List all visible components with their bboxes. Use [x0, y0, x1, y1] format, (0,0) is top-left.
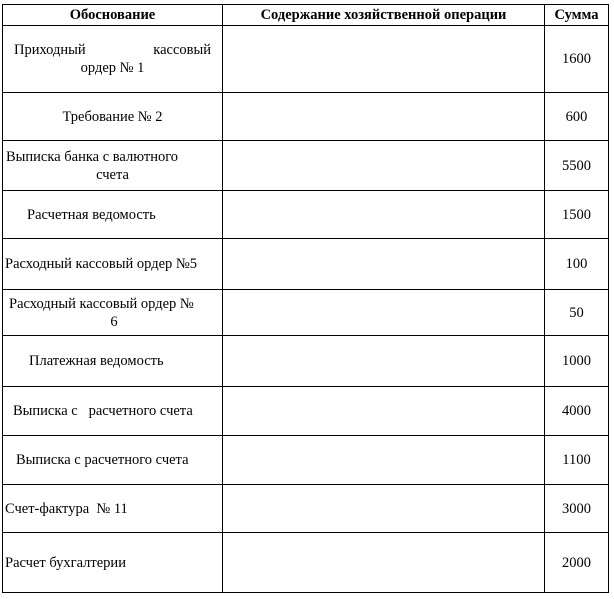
table-row [3, 387, 609, 436]
table-row [3, 26, 609, 93]
amount-cell: 100 [545, 239, 609, 290]
basis-cell: Требование № 2 [3, 93, 223, 141]
table-row [3, 141, 609, 191]
basis-text-part: Расходный кассовый ордер № [9, 295, 194, 312]
content-cell [223, 141, 545, 191]
content-cell [223, 336, 545, 387]
basis-cell [3, 26, 223, 93]
amount-cell: 600 [545, 93, 609, 141]
basis-cell [3, 141, 223, 191]
table-row [3, 533, 609, 593]
amount-cell: 1500 [545, 191, 609, 239]
table-row [3, 93, 609, 141]
amount-cell: 1100 [545, 436, 609, 485]
content-cell [223, 533, 545, 593]
content-cell [223, 436, 545, 485]
table-row [3, 239, 609, 290]
amount-cell: 5500 [545, 141, 609, 191]
header-basis: Обоснование [3, 5, 223, 26]
amount-cell: 2000 [545, 533, 609, 593]
amount-cell: 3000 [545, 485, 609, 533]
table-row [3, 485, 609, 533]
basis-text-part: ордер № 1 [80, 60, 145, 76]
table-row [3, 290, 609, 336]
basis-text-part: Выписка банка с валютного [6, 148, 179, 165]
basis-cell: Расчет бухгалтерии [3, 533, 223, 593]
basis-cell: Выписка с расчетного счета [3, 387, 223, 436]
basis-text-part: 6 [110, 313, 118, 330]
header-row [3, 5, 609, 26]
amount-cell: 1000 [545, 336, 609, 387]
header-content: Содержание хозяйственной операции [223, 5, 545, 26]
content-cell [223, 387, 545, 436]
amount-cell: 4000 [545, 387, 609, 436]
content-cell [223, 239, 545, 290]
basis-text-part: счета [96, 166, 129, 183]
basis-cell [3, 290, 223, 336]
content-cell [223, 290, 545, 336]
basis-cell: Выписка с расчетного счета [3, 436, 223, 485]
basis-cell: Расходный кассовый ордер №5 [3, 239, 223, 290]
operations-table [2, 4, 609, 593]
table-row [3, 336, 609, 387]
basis-cell: Счет-фактура № 11 [3, 485, 223, 533]
content-cell [223, 191, 545, 239]
amount-cell: 1600 [545, 26, 609, 93]
basis-text-part: Приходный [14, 42, 86, 58]
basis-cell: Расчетная ведомость [3, 191, 223, 239]
content-cell [223, 26, 545, 93]
basis-cell: Платежная ведомость [3, 336, 223, 387]
table-row [3, 436, 609, 485]
amount-cell: 50 [545, 290, 609, 336]
header-amount: Сумма [545, 5, 609, 26]
basis-text-part: кассовый [153, 42, 211, 58]
table-row [3, 191, 609, 239]
content-cell [223, 93, 545, 141]
content-cell [223, 485, 545, 533]
